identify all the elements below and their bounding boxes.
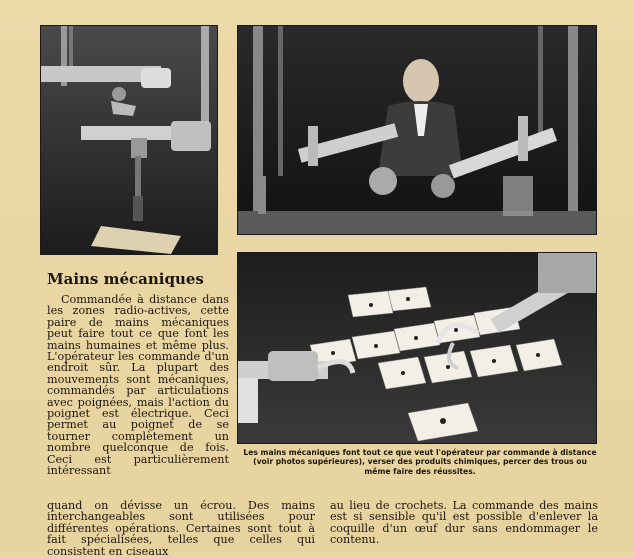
photo-mechanical-arm-left-drawing — [41, 26, 217, 254]
photo-hands-playing-cards — [237, 252, 597, 444]
photo-operator-with-arms-drawing — [238, 26, 596, 234]
article-body-column-1: Commandée à distance dans les zones radio-actives, cette paire de mains mécaniques peut faire tout ce que font les mains humaines et même plus. L'opérateur les commande d'un endroit sûr. La plupart des mouvements sont mécaniques, commandés par articulations avec poignées, mais l'action du poignet est électrique. Ceci permet au poignet de se tourner complètement un nombre quelconque de fois. Ceci est particulièrement intéressant — [47, 293, 229, 478]
article-body-column-2: au lieu de crochets. La commande des mains est si sensible qu'il est possible d'enlever la coquille d'un œuf dur sans endommager le contenu. — [330, 499, 598, 547]
photo-caption: Les mains mécaniques font tout ce que veut l'opérateur par commande à distance (voir photos supérieures), verser des produits chimiques, percer des trous ou même faire des réussites. — [243, 448, 597, 476]
article-title: Mains mécaniques — [47, 270, 204, 288]
photo-hands-playing-cards-drawing — [238, 253, 596, 443]
photo-operator-with-arms — [237, 25, 597, 235]
photo-mechanical-arm-left — [40, 25, 218, 255]
article-body-column-1-continued: quand on dévisse un écrou. Des mains interchangeables sont utilisées pour différentes opérations. Certaines sont tout à fait spécialisées, telles que celles qui consistent en ciseaux — [47, 499, 315, 558]
